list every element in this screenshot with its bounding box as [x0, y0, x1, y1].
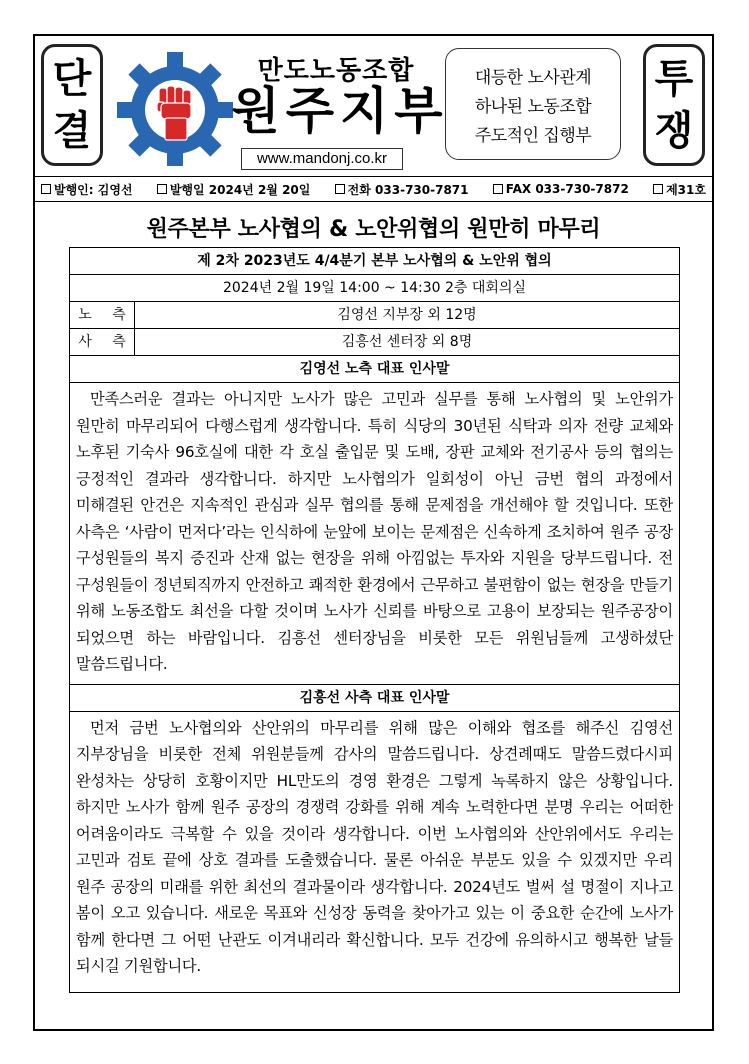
- labor-side-label: 노 측: [70, 302, 135, 328]
- slogan-line-1: 대등한 노사관계: [474, 67, 592, 88]
- checkbox-icon: [493, 184, 503, 194]
- mgmt-speech-body: 먼저 금번 노사협의와 산안위의 마무리를 위해 많은 이해와 협조를 해주신 김영선 지부장님을 비롯한 전체 위원분들께 감사의 말씀드립니다. 상견례때도 말씀드렸다시피 완성차는 상당히 호황이지만 HL만도의 경영 환경은 그렇게 녹록하지 않은 상황입니다. 하지만 노사가 함께 원주 공장의 경쟁력 강화를 위해 계속 노력한다면 분명 우리는 어떠한 어려움이라도 극복할 수 있을 것이라 생각합니다. 이번 노사협의와 산안위에서도 우리는 고민과 검토 끝에 상호 결과를 도출했습니다. 물론 아쉬운 부분도 있을 수 있겠지만 우리 원주 공장의 미래를 위한 최선의 결과물이라 생각합니다. 2024년도 벌써 설 명절이 지나고 봄이 오고 있습니다. 새로운 목표와 신성장 동력을 찾아가고 있는 이 중요한 순간에 노사가 함께 한다면 그 어떤 난관도 이겨내리라 확신합니다. 모두 건강에 유의하시고 행복한 날들 되시길 기원합니다.: [76, 718, 673, 975]
- issue-text: 제31호: [666, 182, 706, 197]
- meeting-title: 제 2차 2023년도 4/4분기 본부 노사협의 & 노안위 협의: [70, 248, 679, 275]
- newsletter-page: [33, 34, 714, 1031]
- publication-info-bar: [35, 176, 712, 202]
- motto-char-4: 쟁: [654, 108, 694, 154]
- mgmt-side-label: 사 측: [70, 329, 135, 355]
- motto-char-2: 결: [52, 108, 92, 154]
- labor-speech-title: 김영선 노측 대표 인사말: [70, 356, 679, 383]
- slogan-line-3: 주도적인 집행부: [474, 125, 592, 146]
- date-info: [157, 181, 311, 198]
- fax-text: FAX 033-730-7872: [505, 182, 629, 196]
- labor-speech-body: 만족스러운 결과는 아니지만 노사가 많은 고민과 실무를 통해 노사협의 및 노안위가 원만히 마무리되어 다행스럽게 생각합니다. 특히 식당의 30년된 식탁과 의자 전량 교체와 노후된 기숙사 96호실에 대한 각 호실 출입문 및 도배, 장판 교체와 전기공사 등의 협의는 긍정적인 결과라 생각합니다. 하지만 노사협의가 일회성이 아닌 금번 협의 과정에서 미해결된 안건은 지속적인 관심과 실무 협의를 통해 문제점을 개선해야 할 것입니다. 또한 사측은 ‘사람이 먼저다’라는 인식하에 눈앞에 보이는 문제점은 신속하게 조치하여 원주 공장 구성원들의 복지 증진과 산재 없는 현장을 위해 아낌없는 투자와 지원을 당부드립니다. 전 구성원들이 정년퇴직까지 안전하고 쾌적한 환경에서 근무하고 불편함이 없는 현장을 만들기 위해 노동조합도 최선을 다할 것이며 노사가 신뢰를 바탕으로 고용이 보장되는 원주공장이 되었으면 하는 바람입니다. 김흥선 센터장님을 비롯한 모든 위원님들께 고생하셨단 말씀드립니다.: [70, 383, 679, 685]
- mgmt-side-value: 김흥선 센터장 외 8명: [341, 334, 473, 350]
- article-table: [69, 247, 680, 993]
- slogan-line-2: 하나된 노동조합: [474, 96, 592, 117]
- phone-info: [335, 181, 469, 198]
- motto-char-3: 투: [654, 56, 694, 102]
- checkbox-icon: [41, 184, 51, 194]
- mgmt-speech-title: 김흥선 사측 대표 인사말: [70, 685, 679, 712]
- phone-text: 전화 033-730-7871: [347, 182, 469, 197]
- slogan-box: [445, 48, 621, 160]
- branch-name: 원주지부: [231, 82, 449, 140]
- checkbox-icon: [157, 184, 167, 194]
- article-headline: 원주본부 노사협의 & 노안위협의 원만히 마무리: [146, 217, 601, 242]
- right-motto-box: [643, 44, 705, 166]
- labor-side-row: [70, 302, 679, 329]
- date-text: 발행일 2024년 2월 20일: [169, 182, 311, 197]
- publisher-info: [41, 181, 133, 198]
- meeting-datetime: 2024년 2월 19일 14:00 ~ 14:30 2층 대회의실: [70, 275, 679, 302]
- union-name: 만도노동조합: [257, 56, 415, 86]
- publisher-text: 발행인: 김영선: [54, 182, 133, 197]
- issue-info: [653, 181, 706, 198]
- left-motto-box: [41, 44, 103, 166]
- labor-side-value: 김영선 지부장 외 12명: [337, 307, 477, 323]
- motto-char-1: 단: [52, 56, 92, 102]
- masthead: [35, 36, 712, 176]
- checkbox-icon: [653, 184, 663, 194]
- website-link[interactable]: www.mandonj.co.kr: [241, 148, 403, 170]
- fax-info: [493, 182, 629, 196]
- mgmt-side-row: [70, 329, 679, 356]
- checkbox-icon: [335, 184, 345, 194]
